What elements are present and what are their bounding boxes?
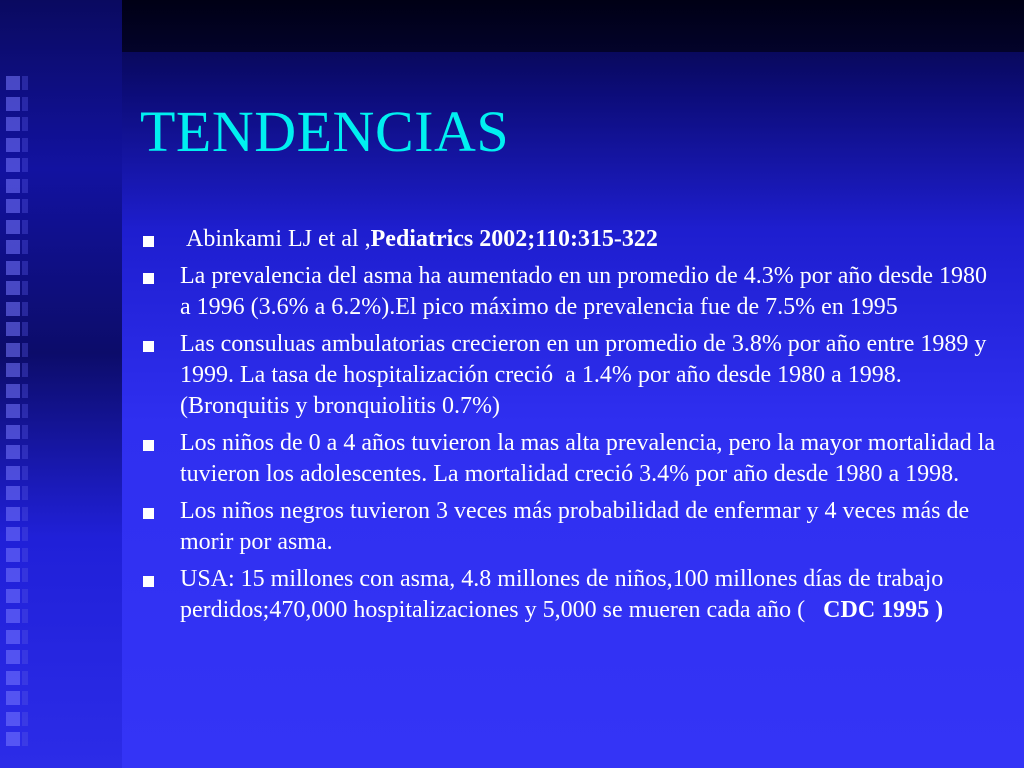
- decorative-square: [22, 158, 28, 172]
- decorative-square: [22, 589, 28, 603]
- decorative-square: [6, 302, 20, 316]
- bullet-bold-text: Pediatrics 2002;110:315-322: [370, 226, 658, 252]
- decorative-square: [6, 732, 20, 746]
- decorative-square: [6, 97, 20, 111]
- decorative-square: [6, 363, 20, 377]
- decorative-square: [22, 384, 28, 398]
- decorative-square: [6, 609, 20, 623]
- decorative-square: [22, 261, 28, 275]
- square-bullet-icon: [143, 236, 154, 247]
- decorative-square-column: [6, 76, 28, 756]
- top-decorative-band: [122, 0, 1024, 52]
- bullet-text: Los niños de 0 a 4 años tuvieron la mas alta prevalencia, pero la mayor mortalidad la tuvieron los adolescentes. La mortalidad creció 3.4% por año desde 1980 a 1998.: [180, 430, 1002, 487]
- decorative-square: [22, 363, 28, 377]
- decorative-square: [6, 158, 20, 172]
- decorative-square: [22, 138, 28, 152]
- decorative-square: [22, 650, 28, 664]
- decorative-square: [22, 97, 28, 111]
- decorative-square: [6, 76, 20, 90]
- decorative-square: [22, 609, 28, 623]
- bullet-text: Los niños negros tuvieron 3 veces más probabilidad de enfermar y 4 veces más de morir por asma.: [180, 498, 976, 555]
- decorative-square: [22, 199, 28, 213]
- decorative-square: [22, 404, 28, 418]
- square-bullet-icon: [143, 440, 154, 451]
- decorative-square: [6, 179, 20, 193]
- bullet-item: [140, 564, 1000, 626]
- decorative-square: [6, 568, 20, 582]
- decorative-square: [22, 630, 28, 644]
- bullet-item: [140, 261, 1000, 323]
- decorative-square: [22, 240, 28, 254]
- bullet-item: [140, 428, 1000, 490]
- decorative-square: [22, 425, 28, 439]
- bullet-bold-text: CDC 1995 ): [823, 597, 944, 623]
- decorative-square: [22, 322, 28, 336]
- decorative-square: [22, 548, 28, 562]
- decorative-square: [6, 445, 20, 459]
- decorative-square: [22, 527, 28, 541]
- slide-title: TENDENCIAS: [140, 99, 510, 164]
- bullet-item: [140, 329, 1000, 422]
- decorative-square: [6, 466, 20, 480]
- decorative-square: [6, 281, 20, 295]
- decorative-square: [6, 220, 20, 234]
- square-bullet-icon: [143, 341, 154, 352]
- decorative-square: [22, 445, 28, 459]
- decorative-square: [22, 486, 28, 500]
- decorative-square: [6, 343, 20, 357]
- decorative-square: [22, 281, 28, 295]
- decorative-square: [6, 199, 20, 213]
- decorative-square: [22, 117, 28, 131]
- bullet-text: Las consuluas ambulatorias crecieron en un promedio de 3.8% por año entre 1989 y 1999. La tasa de hospitalización creció a 1.4% por año desde 1980 a 1998.(Bronquitis y bronquiolitis 0.7%): [180, 331, 993, 419]
- decorative-square: [6, 507, 20, 521]
- decorative-square: [6, 240, 20, 254]
- left-decorative-band: [0, 0, 122, 768]
- decorative-square: [6, 138, 20, 152]
- decorative-square: [22, 220, 28, 234]
- square-bullet-icon: [143, 273, 154, 284]
- decorative-square: [6, 589, 20, 603]
- decorative-square: [6, 425, 20, 439]
- bullet-list: [140, 224, 1000, 632]
- decorative-square: [6, 650, 20, 664]
- decorative-square: [6, 712, 20, 726]
- decorative-square: [6, 630, 20, 644]
- decorative-square: [6, 404, 20, 418]
- square-bullet-icon: [143, 508, 154, 519]
- bullet-text: La prevalencia del asma ha aumentado en un promedio de 4.3% por año desde 1980 a 1996 (3.6% a 6.2%).El pico máximo de prevalencia fue de 7.5% en 1995: [180, 263, 994, 320]
- decorative-square: [6, 486, 20, 500]
- square-bullet-icon: [143, 576, 154, 587]
- decorative-square: [22, 507, 28, 521]
- decorative-square: [6, 548, 20, 562]
- decorative-square: [6, 671, 20, 685]
- decorative-square: [6, 261, 20, 275]
- bullet-text: USA: 15 millones con asma, 4.8 millones de niños,100 millones días de trabajo perdidos;470,000 hospitalizaciones y 5,000 se mueren cada año (: [180, 566, 950, 623]
- bullet-item: [140, 496, 1000, 558]
- decorative-square: [22, 179, 28, 193]
- decorative-square: [22, 732, 28, 746]
- decorative-square: [6, 322, 20, 336]
- decorative-square: [22, 671, 28, 685]
- decorative-square: [22, 568, 28, 582]
- decorative-square: [6, 117, 20, 131]
- decorative-square: [22, 691, 28, 705]
- decorative-square: [22, 712, 28, 726]
- decorative-square: [22, 466, 28, 480]
- decorative-square: [22, 302, 28, 316]
- decorative-square: [22, 343, 28, 357]
- bullet-item: [140, 224, 1000, 255]
- decorative-square: [6, 527, 20, 541]
- bullet-text: Abinkami LJ et al ,: [180, 226, 371, 252]
- decorative-square: [22, 76, 28, 90]
- decorative-square: [6, 384, 20, 398]
- decorative-square: [6, 691, 20, 705]
